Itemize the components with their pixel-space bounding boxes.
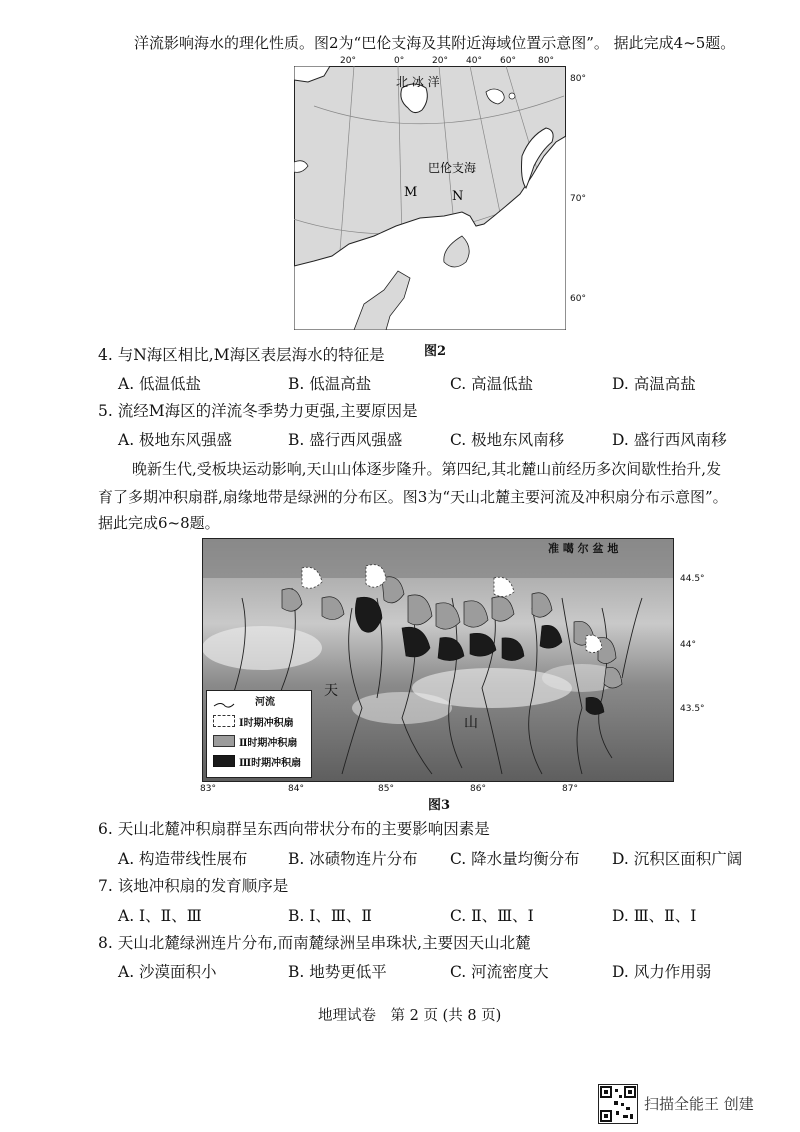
q8-option-b[interactable]: B. 地势更低平 [288, 963, 387, 981]
figure-3-caption: 图3 [428, 798, 451, 813]
q7-option-b[interactable]: B. Ⅰ、Ⅲ、Ⅱ [288, 907, 372, 925]
q6-option-d[interactable]: D. 沉积区面积广阔 [612, 850, 743, 868]
intro-paragraph-2-line-2: 育了多期冲积扇群,扇缘地带是绿洲的分布区。图3为“天山北麓主要河流及冲积扇分布示意图”。 [98, 488, 728, 506]
q5-option-c[interactable]: C. 极地东风南移 [450, 431, 565, 449]
legend-river-label: 河流 [255, 697, 275, 708]
fig3-lat-label-44: 44° [680, 640, 696, 650]
label-N: N [452, 189, 464, 204]
page-footer: 地理试卷 第 2 页 (共 8 页) [318, 1008, 502, 1024]
fan2-legend-swatch [213, 735, 235, 747]
legend-fan3-label: Ⅲ时期冲积扇 [239, 758, 302, 769]
label-arctic-ocean: 北 冰 洋 [396, 75, 440, 89]
fan1-legend-swatch [213, 715, 235, 727]
figure-2-caption: 图2 [424, 344, 447, 359]
q5-option-d[interactable]: D. 盛行西风南移 [612, 431, 727, 449]
q8-stem: 8. 天山北麓绿洲连片分布,而南麓绿洲呈串珠状,主要因天山北麓 [98, 934, 531, 952]
fig3-lon-label-87: 87° [562, 784, 578, 794]
intro-paragraph-2-line-1: 晚新生代,受板块运动影响,天山山体逐步隆升。第四纪,其北麓山前经历多次间歇性抬升,发 [132, 460, 722, 478]
q7-option-d[interactable]: D. Ⅲ、Ⅱ、Ⅰ [612, 907, 697, 925]
fig3-lon-label-83: 83° [200, 784, 216, 794]
label-barents-sea: 巴伦支海 [428, 161, 477, 175]
q8-option-a[interactable]: A. 沙漠面积小 [118, 963, 217, 981]
label-tian: 天 [324, 683, 338, 699]
fig2-lon-label [428, 66, 444, 67]
qr-code-icon [598, 1084, 638, 1124]
fig3-lat-label-44-5: 44.5° [680, 574, 705, 584]
legend-fan1-label: Ⅰ时期冲积扇 [239, 718, 294, 729]
q4-option-a[interactable]: A. 低温低盐 [118, 375, 202, 393]
fig2-lon-label [534, 66, 550, 67]
fan3-legend-swatch [213, 755, 235, 767]
scanner-watermark: 扫描全能王 创建 [644, 1095, 754, 1113]
fig2-lon-label-80e: 80° [538, 56, 554, 66]
fig2-lon-label-20e: 20° [432, 56, 448, 66]
q5-stem: 5. 流经M海区的洋流冬季势力更强,主要原因是 [98, 402, 418, 420]
fig3-lat-label-43-5: 43.5° [680, 704, 705, 714]
fig3-legend [206, 690, 312, 778]
q7-option-c[interactable]: C. Ⅱ、Ⅲ、Ⅰ [450, 907, 534, 925]
q7-option-a[interactable]: A. Ⅰ、Ⅱ、Ⅲ [118, 907, 202, 925]
fig2-lon-label-60e: 60° [500, 56, 516, 66]
fig2-lon-label-40e: 40° [466, 56, 482, 66]
q6-stem: 6. 天山北麓冲积扇群呈东西向带状分布的主要影响因素是 [98, 820, 490, 838]
q8-option-d[interactable]: D. 风力作用弱 [612, 963, 712, 981]
fig2-lon-label [336, 66, 352, 67]
q4-option-c[interactable]: C. 高温低盐 [450, 375, 534, 393]
q7-stem: 7. 该地冲积扇的发育顺序是 [98, 877, 289, 895]
figure-2-barents-map [294, 66, 566, 330]
q4-option-d[interactable]: D. 高温高盐 [612, 375, 696, 393]
fig2-lat-label-60: 60° [570, 294, 586, 304]
q4-stem: 4. 与N海区相比,M海区表层海水的特征是 [98, 346, 385, 364]
fig2-lat-label-70: 70° [570, 194, 586, 204]
intro-paragraph-2-line-3: 据此完成6~8题。 [98, 514, 220, 532]
fig3-lon-label-84: 84° [288, 784, 304, 794]
q8-option-c[interactable]: C. 河流密度大 [450, 963, 549, 981]
fig2-lon-label-20w: 20° [340, 56, 356, 66]
label-M: M [404, 185, 418, 200]
fig2-lon-label-0: 0° [394, 56, 405, 66]
fig2-lon-label [498, 66, 514, 67]
fig2-lon-label [391, 66, 401, 67]
fig2-lon-label [462, 66, 478, 67]
label-junggar-basin: 准 噶 尔 盆 地 [548, 542, 619, 555]
intro-paragraph-1: 洋流影响海水的理化性质。图2为“巴伦支海及其附近海域位置示意图”。 据此完成4~5题。 [134, 34, 736, 52]
q5-option-a[interactable]: A. 极地东风强盛 [118, 431, 233, 449]
fig2-lat-label-80: 80° [570, 74, 586, 84]
q5-option-b[interactable]: B. 盛行西风强盛 [288, 431, 403, 449]
figure-3-alluvial-fan-map [202, 538, 674, 782]
q6-option-c[interactable]: C. 降水量均衡分布 [450, 850, 580, 868]
fig3-lon-label-85: 85° [378, 784, 394, 794]
q4-option-b[interactable]: B. 低温高盐 [288, 375, 372, 393]
legend-fan2-label: Ⅱ时期冲积扇 [239, 738, 298, 749]
fig3-lon-label-86: 86° [470, 784, 486, 794]
q6-option-a[interactable]: A. 构造带线性展布 [118, 850, 248, 868]
label-shan: 山 [464, 715, 478, 731]
river-legend-icon [213, 695, 235, 705]
q6-option-b[interactable]: B. 冰碛物连片分布 [288, 850, 418, 868]
